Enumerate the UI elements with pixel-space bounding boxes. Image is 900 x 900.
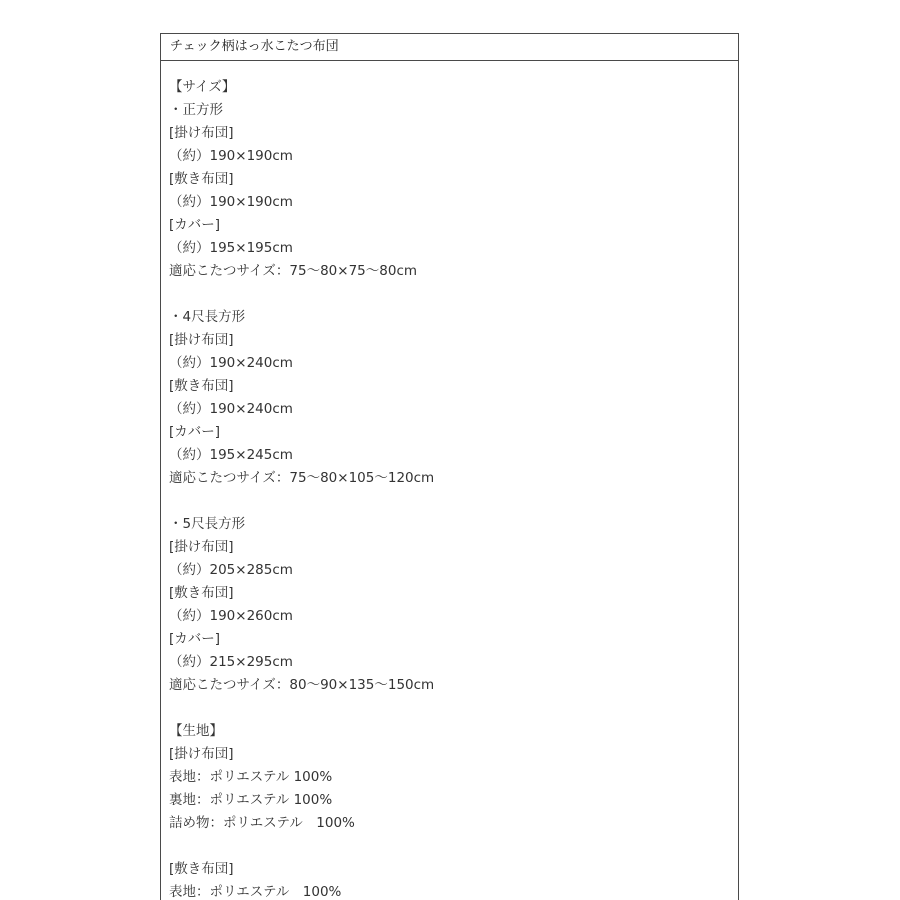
spec-line: 詰め物：ポリエステル 100% [169, 815, 355, 831]
spec-line: （約）190×190cm [169, 194, 293, 210]
spec-line: 表地：ポリエステル 100% [169, 884, 342, 900]
spec-line: [掛け布団] [169, 125, 234, 141]
spec-line: （約）190×190cm [169, 148, 293, 164]
spacer-line [169, 490, 738, 513]
spec-line: ・5尺長方形 [169, 516, 246, 532]
spec-line: [敷き布団] [169, 171, 234, 187]
spec-line: （約）215×295cm [169, 654, 293, 670]
spec-line: 適応こたつサイズ：80～90×135～150cm [169, 677, 435, 693]
spec-line: （約）205×285cm [169, 562, 293, 578]
spec-line: [敷き布団] [169, 378, 234, 394]
spec-line: [カバー] [169, 631, 221, 647]
spec-line: 【生地】 [169, 723, 223, 739]
spec-line: （約）190×240cm [169, 401, 293, 417]
spec-line: 適応こたつサイズ：75～80×105～120cm [169, 470, 435, 486]
spacer-line [169, 283, 738, 306]
spec-title: チェック柄はっ水こたつ布団 [161, 34, 738, 61]
spacer-line [169, 697, 738, 720]
spec-table [160, 33, 739, 900]
spec-line: [カバー] [169, 217, 221, 233]
spec-line: [掛け布団] [169, 746, 234, 762]
spec-body [161, 61, 738, 900]
spec-line: [掛け布団] [169, 332, 234, 348]
spec-line: （約）195×195cm [169, 240, 293, 256]
spec-line: （約）190×260cm [169, 608, 293, 624]
spec-line: （約）190×240cm [169, 355, 293, 371]
spec-line: 【サイズ】 [169, 79, 236, 95]
spec-line: [カバー] [169, 424, 221, 440]
spec-line: （約）195×245cm [169, 447, 293, 463]
spec-line: 表地：ポリエステル 100% [169, 769, 333, 785]
spec-line: [掛け布団] [169, 539, 234, 555]
spacer-line [169, 835, 738, 858]
spec-line: ・正方形 [169, 102, 223, 118]
spec-line: ・4尺長方形 [169, 309, 246, 325]
spec-line: 適応こたつサイズ：75～80×75～80cm [169, 263, 418, 279]
spec-line: [敷き布団] [169, 861, 234, 877]
spec-line: [敷き布団] [169, 585, 234, 601]
spec-line: 裏地：ポリエステル 100% [169, 792, 333, 808]
